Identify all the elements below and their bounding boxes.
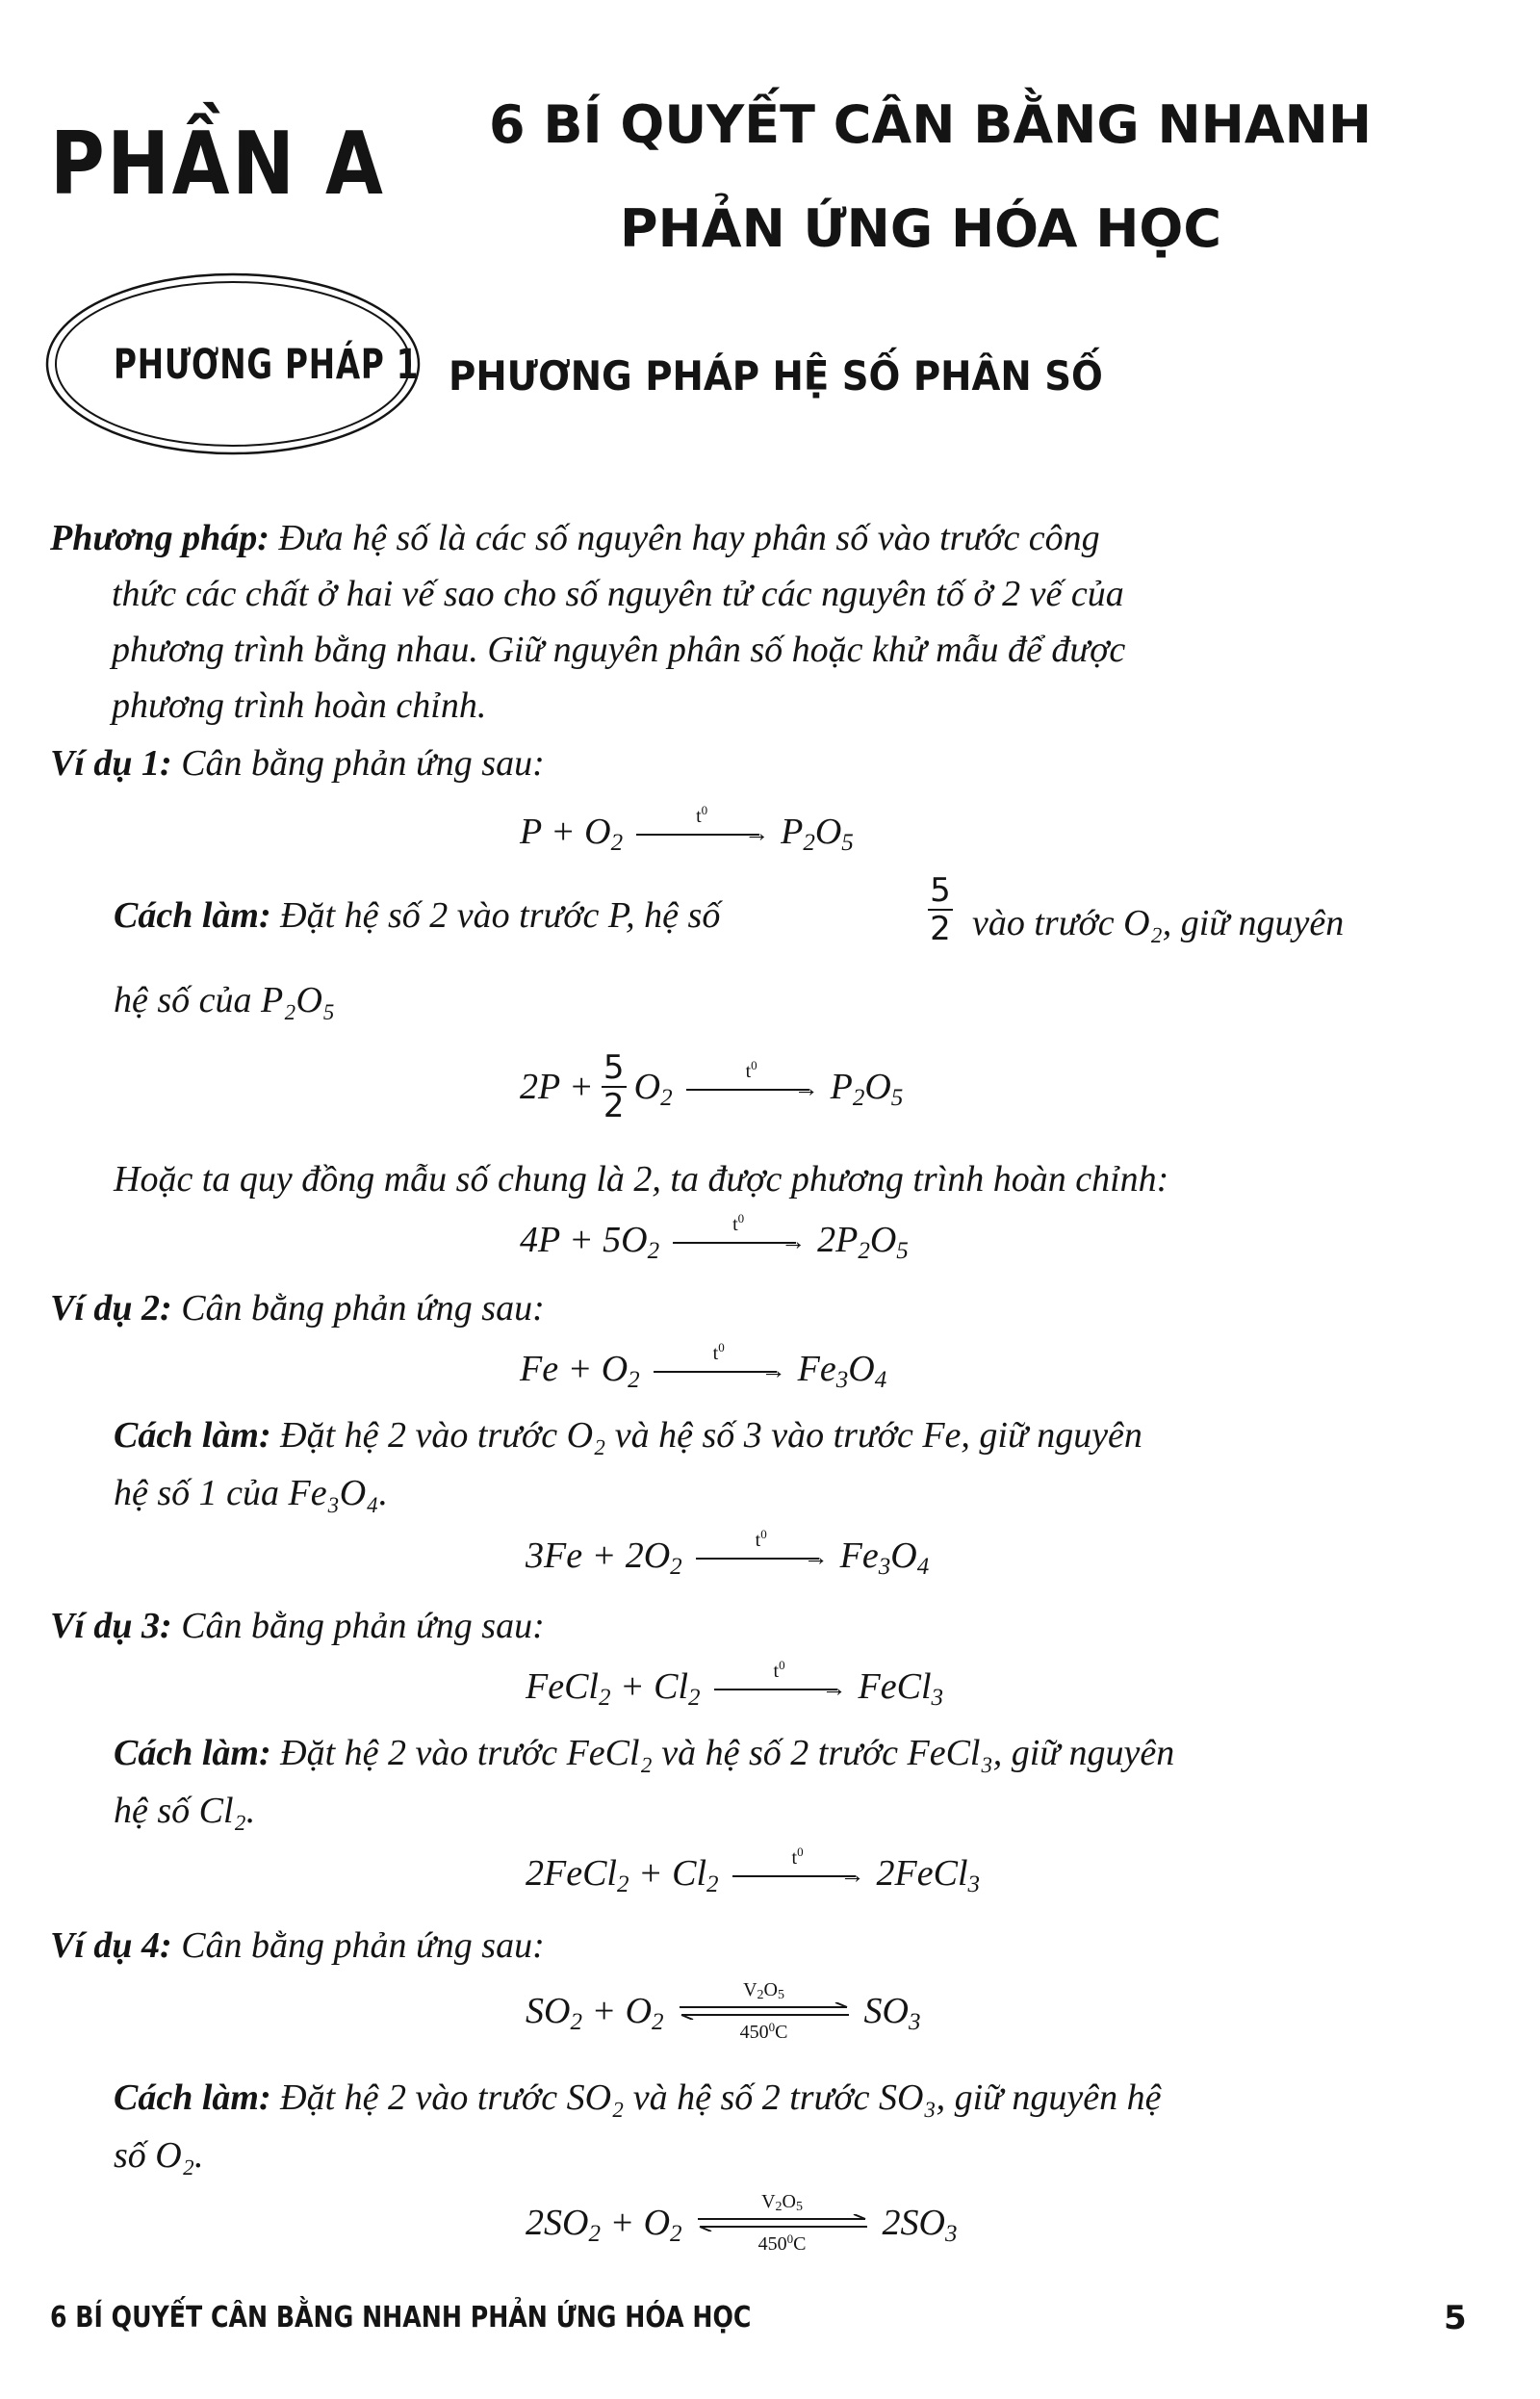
example1-prompt: Cân bằng phản ứng sau:: [171, 743, 545, 784]
example4-method-line1: Cách làm: Đặt hệ 2 vào trước SO₂ và hệ số 2 trước SO₃, giữ nguyên hệ: [114, 2077, 1162, 2118]
example2-equation2: $3Fe + 2O_2$ $t^0$ → $Fe_3O_4$: [526, 1527, 930, 1580]
book-title-line2: PHẢN ỨNG HÓA HỌC: [620, 198, 1221, 259]
example3-equation2: 2FeCl$_2$ + $Cl_2$ $t^0$ → 2FeCl$_3$: [526, 1844, 981, 1897]
example3-method-label: Cách làm:: [114, 1733, 271, 1773]
example3-method-line2: hệ số Cl₂.: [114, 1791, 256, 1831]
method-title: PHƯƠNG PHÁP HỆ SỐ PHÂN SỐ: [449, 352, 1103, 400]
example2-equation: $Fe + O_2$ $t^0$ → $Fe_3O_4$: [520, 1340, 887, 1393]
heat-arrow: $t^0$ →: [654, 1350, 784, 1388]
heat-arrow: $t^0$ →: [732, 1854, 863, 1893]
example2-prompt: Cân bằng phản ứng sau:: [171, 1288, 545, 1328]
example1-equation: $P + O_2$ $t^0$ → $P_2O_5$: [520, 803, 854, 856]
example1-equation3: $4P + 5O_2$ $t^0$ → $2P_2O_5$: [520, 1211, 909, 1264]
example1-equation2: 2P + $\frac{5}{2}$ $O_2$ $t^0$ → $P_2O_5$: [520, 1048, 904, 1125]
part-label: PHẦN A: [50, 114, 386, 215]
equilibrium-arrow: $V_2O_5$ $450^0C$: [678, 1979, 851, 2043]
example3-equation: FeCl$_2$ + $Cl_2$ $t^0$ → FeCl$_3$: [526, 1658, 944, 1711]
example4-label: Ví dụ 4:: [50, 1925, 172, 1966]
example4-method-line2: số O₂.: [114, 2135, 204, 2176]
example3-prompt: Cân bằng phản ứng sau:: [171, 1606, 545, 1646]
intro-line3: phương trình bằng nhau. Giữ nguyên phân số hoặc khử mẫu để được: [112, 630, 1126, 670]
intro-line2: thức các chất ở hai vế sao cho số nguyên tử các nguyên tố ở 2 vế của: [112, 574, 1124, 614]
example1-method-line2: hệ số của P₂O₅: [114, 980, 336, 1020]
example1-method-line1-end: vào trước O₂, giữ nguyên: [972, 903, 1345, 943]
example4-prompt: Cân bằng phản ứng sau:: [171, 1925, 545, 1966]
example4-equation2: $2SO_2 + O_2$ $V_2O_5$ $450^0C$ $2SO_3$: [526, 2191, 958, 2255]
heat-arrow: $t^0$ →: [696, 1536, 827, 1575]
intro-text: Đưa hệ số là các số nguyên hay phân số vào trước công: [269, 518, 1100, 558]
page-number: 5: [1444, 2299, 1467, 2337]
heat-arrow: $t^0$ →: [673, 1221, 804, 1259]
example4-heading: [50, 1918, 545, 1973]
book-title-line1: 6 BÍ QUYẾT CÂN BẰNG NHANH: [489, 94, 1373, 155]
example2-method-line2: hệ số 1 của Fe₃O₄.: [114, 1473, 388, 1513]
heat-arrow: $t^0$ →: [714, 1667, 845, 1706]
running-footer: 6 BÍ QUYẾT CÂN BẰNG NHANH PHẢN ỨNG HÓA HỌC: [50, 2301, 752, 2335]
example1-heading: [50, 735, 545, 791]
fraction-inline: $\frac{5}{2}$: [602, 1049, 627, 1124]
example3-method-line1: Cách làm: Đặt hệ 2 vào trước FeCl₂ và hệ số 2 trước FeCl₃, giữ nguyên: [114, 1733, 1175, 1773]
heat-arrow: $t^0$ →: [636, 813, 767, 851]
heat-arrow: $t^0$ →: [686, 1068, 817, 1106]
example4-method-label: Cách làm:: [114, 2077, 271, 2118]
intro-line4: phương trình hoàn chỉnh.: [112, 685, 487, 726]
example2-method-line1: Cách làm: Đặt hệ 2 vào trước O₂ và hệ số 3 vào trước Fe, giữ nguyên: [114, 1415, 1142, 1456]
example1-method-label: Cách làm:: [114, 895, 271, 936]
example3-label: Ví dụ 3:: [50, 1606, 172, 1646]
example2-method-label: Cách làm:: [114, 1415, 271, 1456]
intro-label: Phương pháp:: [50, 518, 270, 558]
example3-heading: [50, 1598, 545, 1654]
example2-label: Ví dụ 2:: [50, 1288, 172, 1328]
example1-method-line1: Cách làm: Đặt hệ số 2 vào trước P, hệ số: [114, 895, 721, 936]
equilibrium-arrow: $V_2O_5$ $450^0C$: [696, 2191, 869, 2255]
example1-label: Ví dụ 1:: [50, 743, 172, 784]
fraction-five-halves: 5 2: [928, 872, 953, 947]
intro-line1: [50, 510, 1100, 566]
method-label: PHƯƠNG PHÁP 1: [114, 341, 420, 389]
example4-equation: $SO_2 + O_2$ $V_2O_5$ $450^0C$ $SO_3$: [526, 1979, 921, 2043]
example2-heading: [50, 1280, 545, 1336]
example1-note: Hoặc ta quy đồng mẫu số chung là 2, ta được phương trình hoàn chỉnh:: [114, 1159, 1169, 1200]
